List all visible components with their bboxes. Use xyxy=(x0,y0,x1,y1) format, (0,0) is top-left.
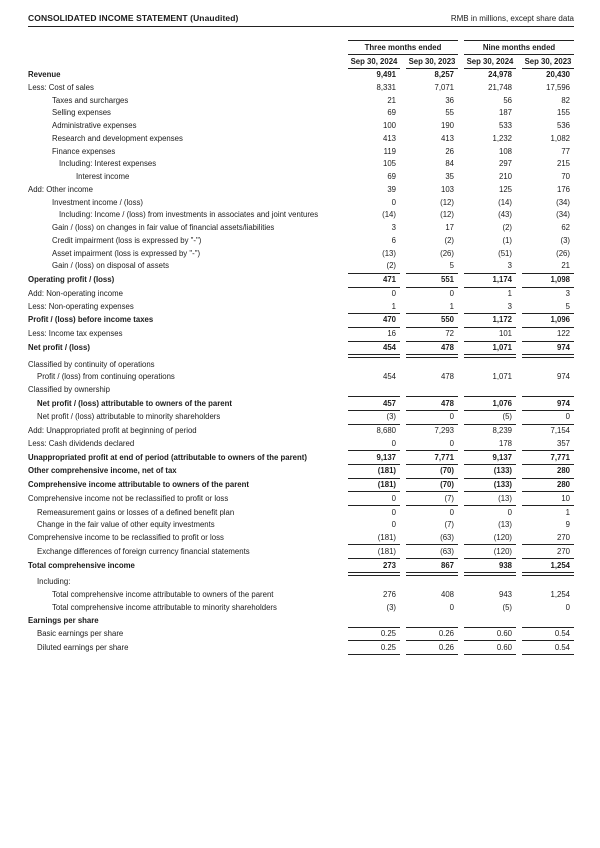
row-value: 190 xyxy=(440,121,454,131)
row-label: Earnings per share xyxy=(28,615,99,625)
table-row xyxy=(28,196,574,209)
row-value: 297 xyxy=(498,159,512,169)
table-row xyxy=(28,247,574,260)
row-value: (12) xyxy=(440,210,454,220)
row-value: 10 xyxy=(522,492,574,506)
column-group-header-row xyxy=(28,40,574,55)
table-row xyxy=(28,274,574,288)
row-value: 357 xyxy=(522,437,574,451)
row-value: 9,137 xyxy=(348,451,400,465)
column-date-header: Sep 30, 2024 xyxy=(348,55,400,69)
row-value: (63) xyxy=(406,532,458,546)
row-value: 1 xyxy=(565,507,570,517)
row-value: (13) xyxy=(464,492,516,506)
row-value: (12) xyxy=(440,197,454,207)
row-value: 470 xyxy=(348,314,400,328)
row-value: 276 xyxy=(382,590,396,600)
table-row xyxy=(28,314,574,328)
row-label: Taxes and surcharges xyxy=(52,95,129,105)
row-value: 70 xyxy=(561,172,570,182)
row-value: 3 xyxy=(464,260,516,274)
table-row xyxy=(28,133,574,146)
table-row xyxy=(28,589,574,602)
row-value: (3) xyxy=(348,411,400,425)
row-value: 122 xyxy=(522,328,574,342)
row-value: 0.26 xyxy=(406,628,458,642)
row-value: 943 xyxy=(498,590,512,600)
row-value: (13) xyxy=(498,520,512,530)
table-row xyxy=(28,145,574,158)
table-row xyxy=(28,465,574,479)
row-value: (43) xyxy=(498,210,512,220)
row-value: (2) xyxy=(502,223,512,233)
row-value: 457 xyxy=(348,397,400,411)
row-value: (14) xyxy=(498,197,512,207)
row-value: 210 xyxy=(498,172,512,182)
row-value: 0 xyxy=(348,492,400,506)
row-label: Less: Cost of sales xyxy=(28,82,94,92)
row-value: 1,098 xyxy=(522,274,574,288)
page-title: CONSOLIDATED INCOME STATEMENT (Unaudited) xyxy=(28,13,239,23)
row-value: 7,771 xyxy=(406,451,458,465)
row-value: 8,239 xyxy=(492,426,512,436)
row-value: 7,154 xyxy=(550,426,570,436)
table-row xyxy=(28,492,574,506)
row-value: 0 xyxy=(348,437,400,451)
row-value: (3) xyxy=(386,602,396,612)
row-value: 478 xyxy=(406,397,458,411)
row-value: 974 xyxy=(522,342,574,359)
row-value: 536 xyxy=(556,121,570,131)
row-label: Selling expenses xyxy=(52,108,111,118)
table-row xyxy=(28,601,574,614)
row-value xyxy=(348,614,400,627)
column-date-header: Sep 30, 2023 xyxy=(522,55,574,69)
table-row xyxy=(28,300,574,314)
row-value: 21,748 xyxy=(488,82,512,92)
row-value xyxy=(406,384,458,397)
column-date-header-row xyxy=(28,55,574,69)
row-value: 280 xyxy=(522,479,574,493)
row-value: 17 xyxy=(445,223,454,233)
row-value xyxy=(348,576,400,589)
row-value: 3 xyxy=(565,288,570,298)
row-label: Remeasurement gains or losses of a defined benefit plan xyxy=(37,507,235,517)
row-label: Basic earnings per share xyxy=(37,628,124,638)
row-value: 478 xyxy=(406,342,458,359)
row-value: 8,331 xyxy=(376,82,396,92)
row-value: (5) xyxy=(502,602,512,612)
row-label: Finance expenses xyxy=(52,146,116,156)
table-row xyxy=(28,576,574,589)
table-row xyxy=(28,171,574,184)
table-row xyxy=(28,235,574,248)
row-label: Profit / (loss) from continuing operations xyxy=(37,372,175,382)
row-value: 0 xyxy=(391,520,396,530)
row-value: 3 xyxy=(391,223,396,233)
row-value: 77 xyxy=(561,146,570,156)
row-value: 1 xyxy=(348,300,400,314)
table-row xyxy=(28,120,574,133)
row-label: Investment income / (loss) xyxy=(52,197,143,207)
column-group-nine-months: Nine months ended xyxy=(464,40,574,55)
row-value: 408 xyxy=(440,590,454,600)
table-row xyxy=(28,69,574,82)
row-value: 3 xyxy=(464,300,516,314)
row-value: 0 xyxy=(507,507,512,517)
row-label: Classified by ownership xyxy=(28,385,110,395)
row-value: 1,096 xyxy=(522,314,574,328)
row-label: Total comprehensive income attributable to minority shareholders xyxy=(52,602,277,612)
row-value: 0 xyxy=(391,197,396,207)
row-value: 72 xyxy=(406,328,458,342)
row-value: 7,293 xyxy=(434,426,454,436)
table-row xyxy=(28,371,574,384)
table-row xyxy=(28,411,574,425)
row-value: 1 xyxy=(406,300,458,314)
row-value: 0.25 xyxy=(348,628,400,642)
row-value: (3) xyxy=(560,235,570,245)
row-value: 0.25 xyxy=(348,641,400,655)
row-value: (26) xyxy=(440,248,454,258)
row-label: Interest income xyxy=(76,172,130,182)
row-label: Including: Income / (loss) from investments in associates and joint ventures xyxy=(59,210,319,220)
row-value: (120) xyxy=(464,532,516,546)
row-value: 867 xyxy=(406,559,458,576)
row-value: 35 xyxy=(445,172,454,182)
row-label: Comprehensive income not be reclassified to profit or loss xyxy=(28,493,229,503)
row-value: 178 xyxy=(464,437,516,451)
row-value: 0.54 xyxy=(522,628,574,642)
row-label: Research and development expenses xyxy=(52,133,183,143)
row-value: 62 xyxy=(561,223,570,233)
table-row xyxy=(28,94,574,107)
row-label: Including: Interest expenses xyxy=(59,159,157,169)
row-value: 270 xyxy=(522,532,574,546)
row-value: 0 xyxy=(406,437,458,451)
row-label: Credit impairment (loss is expressed by "-") xyxy=(52,235,202,245)
table-row xyxy=(28,384,574,397)
row-value: 103 xyxy=(440,184,454,194)
row-value: 9,491 xyxy=(376,70,396,80)
row-label: Profit / (loss) before income taxes xyxy=(28,315,154,325)
column-group-spacer xyxy=(28,40,342,55)
row-value: 1,082 xyxy=(550,133,570,143)
row-value: 533 xyxy=(498,121,512,131)
row-label: Gain / (loss) on changes in fair value of financial assets/liabilities xyxy=(52,223,275,233)
row-value: 101 xyxy=(464,328,516,342)
row-value xyxy=(464,614,516,627)
table-row xyxy=(28,628,574,642)
row-value xyxy=(522,384,574,397)
row-label: Classified by continuity of operations xyxy=(28,359,155,369)
row-value: 187 xyxy=(498,108,512,118)
table-row xyxy=(28,479,574,493)
row-value: 0.26 xyxy=(406,641,458,655)
row-value: (120) xyxy=(464,545,516,559)
row-value: 8,680 xyxy=(376,426,396,436)
row-value: (34) xyxy=(556,210,570,220)
row-value: (133) xyxy=(464,479,516,493)
row-value: 9 xyxy=(565,520,570,530)
row-value: 39 xyxy=(387,184,396,194)
row-value: (133) xyxy=(464,465,516,479)
table-row xyxy=(28,437,574,451)
row-value: 1,076 xyxy=(464,397,516,411)
table-row xyxy=(28,342,574,359)
row-value: 0.60 xyxy=(464,641,516,655)
row-value: 21 xyxy=(522,260,574,274)
row-value: 1,232 xyxy=(492,133,512,143)
row-label: Total comprehensive income attributable to owners of the parent xyxy=(52,590,274,600)
row-value: (26) xyxy=(556,248,570,258)
row-value: (51) xyxy=(498,248,512,258)
row-value: 21 xyxy=(387,95,396,105)
row-label: Exchange differences of foreign currency financial statements xyxy=(37,546,250,556)
row-label: Including: xyxy=(37,577,71,587)
row-value: 6 xyxy=(391,235,396,245)
column-date-header: Sep 30, 2023 xyxy=(406,55,458,69)
row-value: 155 xyxy=(556,108,570,118)
row-value: (181) xyxy=(348,532,400,546)
row-value: 0.54 xyxy=(522,641,574,655)
row-value: 55 xyxy=(445,108,454,118)
table-row xyxy=(28,519,574,532)
table-row xyxy=(28,288,574,301)
row-value: (1) xyxy=(502,235,512,245)
table-row xyxy=(28,82,574,95)
row-value: 7,071 xyxy=(434,82,454,92)
row-value: 24,978 xyxy=(488,70,512,80)
row-value: 974 xyxy=(522,397,574,411)
row-value: 974 xyxy=(556,372,570,382)
row-value: 471 xyxy=(348,274,400,288)
row-label: Administrative expenses xyxy=(52,121,137,131)
row-label: Less: Income tax expenses xyxy=(28,329,123,339)
table-row xyxy=(28,425,574,438)
income-table-body xyxy=(28,69,574,655)
row-value: 270 xyxy=(522,545,574,559)
table-row xyxy=(28,158,574,171)
table-row xyxy=(28,107,574,120)
row-value: 0 xyxy=(449,507,454,517)
row-value: 1,071 xyxy=(464,342,516,359)
row-value: 215 xyxy=(556,159,570,169)
row-value: 100 xyxy=(382,121,396,131)
row-value: 0.60 xyxy=(464,628,516,642)
row-label: Asset impairment (loss is expressed by "-") xyxy=(52,248,201,258)
row-value xyxy=(464,576,516,589)
row-label: Other comprehensive income, net of tax xyxy=(28,466,177,476)
table-row xyxy=(28,614,574,627)
row-value: 69 xyxy=(387,172,396,182)
row-label: Operating profit / (loss) xyxy=(28,275,115,285)
row-value: 5 xyxy=(522,300,574,314)
row-value: 20,430 xyxy=(546,70,570,80)
row-value: 108 xyxy=(498,146,512,156)
row-value: 0 xyxy=(391,507,396,517)
row-value: 5 xyxy=(406,260,458,274)
row-value xyxy=(406,614,458,627)
row-label: Net profit / (loss) attributable to owners of the parent xyxy=(37,398,232,408)
row-value: (63) xyxy=(406,545,458,559)
table-row xyxy=(28,184,574,197)
row-label: Unappropriated profit at end of period (attributable to owners of the parent) xyxy=(28,452,307,462)
table-row xyxy=(28,328,574,342)
row-value: (5) xyxy=(464,411,516,425)
row-label: Add: Other income xyxy=(28,184,94,194)
row-label: Net profit / (loss) attributable to minority shareholders xyxy=(37,412,221,422)
row-value: (70) xyxy=(406,465,458,479)
row-value: 16 xyxy=(348,328,400,342)
income-statement-table xyxy=(28,40,574,655)
row-value: 8,257 xyxy=(434,70,454,80)
row-value xyxy=(464,358,516,371)
table-row xyxy=(28,559,574,576)
row-value xyxy=(406,576,458,589)
row-value: 1 xyxy=(507,288,512,298)
row-value xyxy=(464,384,516,397)
row-label: Add: Non-operating income xyxy=(28,288,123,298)
row-value: 0 xyxy=(406,411,458,425)
row-label: Total comprehensive income xyxy=(28,560,135,570)
unit-note: RMB in millions, except share data xyxy=(450,14,574,23)
row-value: (70) xyxy=(406,479,458,493)
row-value: (181) xyxy=(348,545,400,559)
table-row xyxy=(28,532,574,546)
row-value xyxy=(522,358,574,371)
table-row xyxy=(28,358,574,371)
row-value: (2) xyxy=(348,260,400,274)
row-value xyxy=(406,358,458,371)
row-value: (181) xyxy=(348,465,400,479)
row-value xyxy=(348,384,400,397)
table-row xyxy=(28,451,574,465)
row-value: 550 xyxy=(406,314,458,328)
row-value xyxy=(522,576,574,589)
row-value: 1,172 xyxy=(464,314,516,328)
row-value: 938 xyxy=(464,559,516,576)
table-row xyxy=(28,209,574,222)
row-value: 1,254 xyxy=(550,590,570,600)
row-value: 105 xyxy=(382,159,396,169)
date-header-spacer xyxy=(28,55,342,69)
row-value: (2) xyxy=(444,235,454,245)
row-label: Net profit / (loss) xyxy=(28,342,90,352)
row-value: 9,137 xyxy=(464,451,516,465)
row-value: (13) xyxy=(382,248,396,258)
row-value: 0 xyxy=(391,288,396,298)
table-row xyxy=(28,641,574,655)
table-row xyxy=(28,545,574,559)
row-value: (34) xyxy=(556,197,570,207)
row-value: (14) xyxy=(382,210,396,220)
row-value: 125 xyxy=(498,184,512,194)
row-label: Revenue xyxy=(28,70,61,80)
column-group-three-months: Three months ended xyxy=(348,40,458,55)
column-date-header: Sep 30, 2024 xyxy=(464,55,516,69)
row-label: Diluted earnings per share xyxy=(37,642,129,652)
row-value: 82 xyxy=(561,95,570,105)
table-row xyxy=(28,506,574,519)
row-value: 478 xyxy=(440,372,454,382)
row-value: 119 xyxy=(383,146,396,156)
row-value xyxy=(348,358,400,371)
table-row xyxy=(28,260,574,274)
row-label: Change in the fair value of other equity investments xyxy=(37,520,215,530)
row-value: 84 xyxy=(445,159,454,169)
row-value: 17,596 xyxy=(546,82,570,92)
row-label: Add: Unappropriated profit at beginning of period xyxy=(28,426,197,436)
row-value: (7) xyxy=(444,520,454,530)
row-value: 26 xyxy=(445,146,454,156)
row-value: 56 xyxy=(503,95,512,105)
row-label: Comprehensive income to be reclassified to profit or loss xyxy=(28,533,224,543)
row-value: 69 xyxy=(387,108,396,118)
row-value: 273 xyxy=(348,559,400,576)
table-row xyxy=(28,222,574,235)
row-label: Less: Non-operating expenses xyxy=(28,301,134,311)
row-label: Comprehensive income attributable to owners of the parent xyxy=(28,480,249,490)
row-value: 7,771 xyxy=(522,451,574,465)
row-value: 176 xyxy=(556,184,570,194)
row-value xyxy=(522,614,574,627)
row-value: 1,254 xyxy=(522,559,574,576)
row-value: 413 xyxy=(440,133,454,143)
row-value: 0 xyxy=(449,602,454,612)
row-value: 454 xyxy=(382,372,396,382)
row-value: 280 xyxy=(522,465,574,479)
row-value: 0 xyxy=(522,411,574,425)
row-value: 454 xyxy=(348,342,400,359)
row-label: Gain / (loss) on disposal of assets xyxy=(52,261,170,271)
row-value: 0 xyxy=(565,602,570,612)
row-value: (181) xyxy=(348,479,400,493)
document-header xyxy=(28,13,574,27)
row-value: 551 xyxy=(406,274,458,288)
table-row xyxy=(28,397,574,411)
row-value: 36 xyxy=(445,95,454,105)
row-value: 413 xyxy=(382,133,396,143)
row-label: Less: Cash dividends declared xyxy=(28,438,135,448)
row-value: 0 xyxy=(449,288,454,298)
row-value: 1,174 xyxy=(464,274,516,288)
row-value: (7) xyxy=(406,492,458,506)
row-value: 1,071 xyxy=(492,372,512,382)
